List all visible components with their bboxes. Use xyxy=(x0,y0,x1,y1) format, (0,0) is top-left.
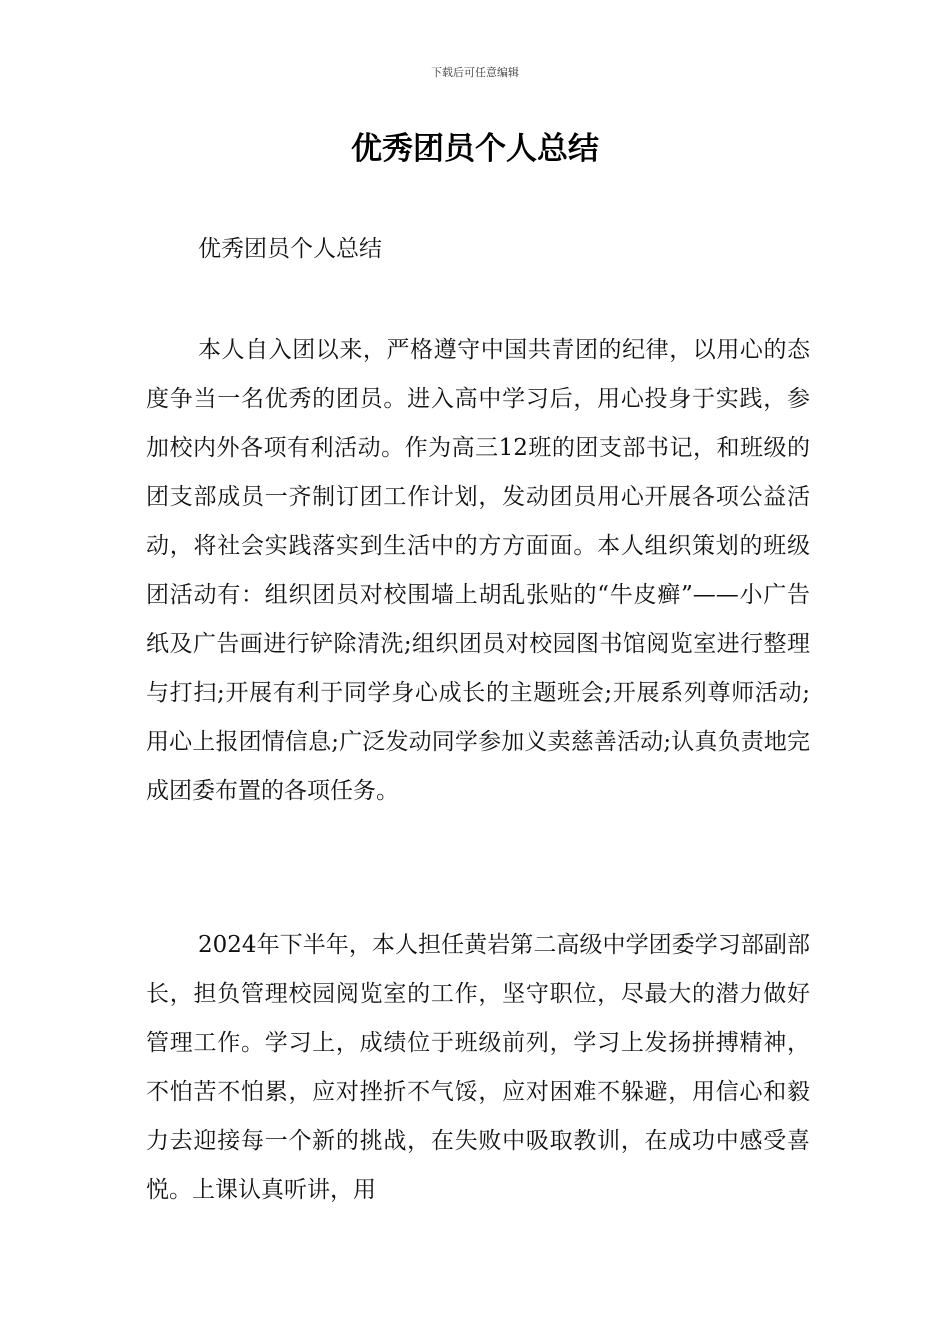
paragraph-1: 本人自入团以来，严格遵守中国共青团的纪律，以用心的态度争当一名优秀的团员。进入高中学习后，用心投身于实践，参加校内外各项有利活动。作为高三12班的团支部书记，和班级的团支部成员一齐制订团工作计划，发动团员用心开展各项公益活动，将社会实践落实到生活中的方方面面。本人组织策划的班级团活动有：组织团员对校围墙上胡乱张贴的“牛皮癣”——小广告纸及广告画进行铲除清洗;组织团员对校园图书馆阅览室进行整理与打扫;开展有利于同学身心成长的主题班会;开展系列尊师活动;用心上报团情信息;广泛发动同学参加义卖慈善活动;认真负责地完成团委布置的各项任务。 xyxy=(146,337,810,804)
header-note: 下载后可任意编辑 xyxy=(431,66,519,79)
document-subtitle: 优秀团员个人总结 xyxy=(198,236,382,262)
document-title: 优秀团员个人总结 xyxy=(351,131,599,167)
paragraph-2: 2024年下半年，本人担任黄岩第二高级中学团委学习部副部长，担负管理校园阅览室的工作，坚守职位，尽最大的潜力做好管理工作。学习上，成绩位于班级前列，学习上发扬拼搏精神，不怕苦不怕累，应对挫折不气馁，应对困难不躲避，用信心和毅力去迎接每一个新的挑战，在失败中吸取教训，在成功中感受喜悦。上课认真听讲，用 xyxy=(146,932,810,1203)
